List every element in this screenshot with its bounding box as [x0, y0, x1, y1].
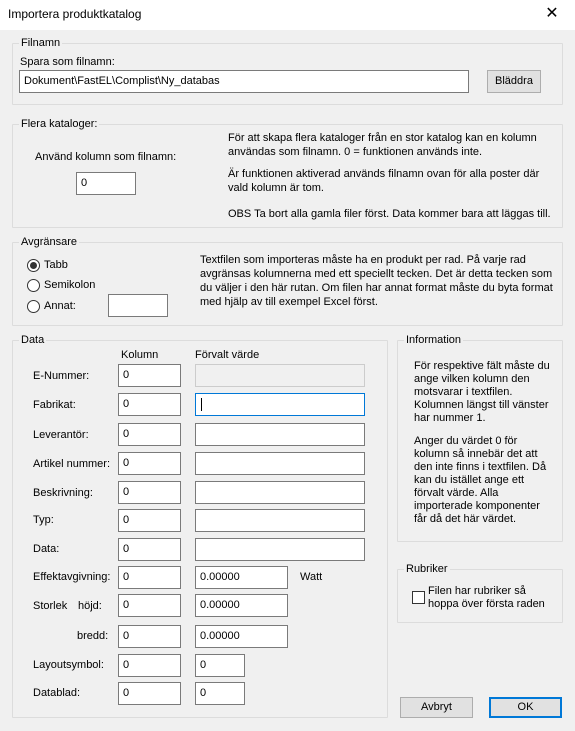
datablad-label: Datablad: — [33, 687, 81, 699]
browse-button[interactable]: Bläddra — [487, 70, 541, 93]
hojd-default-input[interactable]: 0.00000 — [195, 594, 288, 617]
e-nummer-default-input — [195, 364, 365, 387]
storlek-label: Storlek — [33, 600, 68, 612]
hojd-column-input[interactable]: 0 — [118, 594, 181, 617]
beskrivning-label: Beskrivning: — [33, 487, 93, 499]
headers-checkbox-label[interactable]: Filen har rubriker så hoppa över första raden — [428, 585, 545, 610]
radio-annat-label[interactable]: Annat: — [44, 300, 76, 312]
filnamn-group-label: Filnamn — [21, 37, 61, 49]
typ-default-input[interactable] — [195, 509, 365, 532]
effektavgivning-default-input[interactable]: 0.00000 — [195, 566, 288, 589]
text-caret — [201, 398, 202, 411]
headers-checkbox[interactable] — [412, 591, 425, 604]
radio-tabb-label[interactable]: Tabb — [44, 259, 68, 271]
layoutsymbol-label: Layoutsymbol: — [33, 659, 104, 671]
hojd-label: höjd: — [78, 600, 102, 612]
leverantor-label: Leverantör: — [33, 429, 89, 441]
column-header: Kolumn — [121, 349, 159, 361]
radio-semikolon-label[interactable]: Semikolon — [44, 279, 96, 291]
typ-column-input[interactable]: 0 — [118, 509, 181, 532]
flera-kataloger-group-label: Flera kataloger: — [21, 118, 98, 130]
other-separator-input[interactable] — [108, 294, 168, 317]
leverantor-default-input[interactable] — [195, 423, 365, 446]
flera-info-3: OBS Ta bort alla gamla filer först. Data kommer bara att läggas till. — [228, 208, 551, 220]
leverantor-column-input[interactable]: 0 — [118, 423, 181, 446]
datablad-column-input[interactable]: 0 — [118, 682, 181, 705]
effektavgivning-column-input[interactable]: 0 — [118, 566, 181, 589]
window-title: Importera produktkatalog — [8, 7, 142, 21]
rubriker-group-label: Rubriker — [406, 563, 448, 575]
information-text — [414, 360, 554, 534]
bredd-column-input[interactable]: 0 — [118, 625, 181, 648]
e-nummer-label: E-Nummer: — [33, 370, 90, 382]
data-default-input[interactable] — [195, 538, 365, 561]
filename-column-input[interactable]: 0 — [76, 172, 136, 195]
avgransare-group-label: Avgränsare — [21, 236, 78, 248]
radio-annat[interactable] — [27, 300, 40, 313]
artikel-nummer-default-input[interactable] — [195, 452, 365, 475]
effektavgivning-label: Effektavgivning: — [33, 571, 111, 583]
layoutsymbol-default-input[interactable]: 0 — [195, 654, 245, 677]
title-bar — [0, 0, 575, 30]
artikel-nummer-column-input[interactable]: 0 — [118, 452, 181, 475]
ok-button[interactable]: OK — [489, 697, 562, 718]
layoutsymbol-column-input[interactable]: 0 — [118, 654, 181, 677]
bredd-default-input[interactable]: 0.00000 — [195, 625, 288, 648]
save-as-label: Spara som filnamn: — [20, 56, 115, 68]
avgransare-info: Textfilen som importeras måste ha en produkt per rad. På varje rad avgränsas kolumnerna med ett speciellt tecken. Det är detta tecken som du väljer i den här rutan. Om filen har annat format måste du byta format med hjälp av till exempel Excel först. — [200, 254, 553, 308]
watt-unit-label: Watt — [300, 571, 323, 583]
flera-info-2: Är funktionen aktiverad används filnamn ovan för alla poster där vald kolumn är tom. — [228, 168, 540, 194]
information-p1: För respektive fält måste du ange vilken kolumn den motsvarar i textfilen. Kolumnen längst till vänster har nummer 1. — [414, 360, 550, 424]
radio-semikolon[interactable] — [27, 279, 40, 292]
default-value-header: Förvalt värde — [195, 349, 260, 361]
flera-info-1: För att skapa flera kataloger från en stor katalog kan en kolumn användas som filnamn. 0 = funktionen används inte. — [228, 132, 537, 158]
datablad-default-input[interactable]: 0 — [195, 682, 245, 705]
data-label: Data: — [33, 543, 60, 555]
data-group-label: Data — [21, 334, 45, 346]
fabrikat-column-input[interactable]: 0 — [118, 393, 181, 416]
information-group-label: Information — [406, 334, 462, 346]
radio-tabb[interactable] — [27, 259, 40, 272]
filename-input[interactable]: Dokument\FastEL\Complist\Ny_databas — [19, 70, 469, 93]
beskrivning-column-input[interactable]: 0 — [118, 481, 181, 504]
typ-label: Typ: — [33, 514, 54, 526]
information-p2: Anger du värdet 0 för kolumn så innebär det att den inte finns i textfilen. Då kan du istället ange ett förvalt värde. Alla importerade komponenter får då det här värdet. — [414, 435, 547, 525]
flera-info — [228, 131, 558, 229]
artikel-nummer-label: Artikel nummer: — [33, 458, 111, 470]
bredd-label: bredd: — [77, 630, 109, 642]
use-column-label: Använd kolumn som filnamn: — [35, 151, 177, 163]
beskrivning-default-input[interactable] — [195, 481, 365, 504]
fabrikat-default-input[interactable] — [195, 393, 365, 416]
close-icon[interactable]: ✕ — [545, 5, 559, 22]
fabrikat-label: Fabrikat: — [33, 399, 76, 411]
cancel-button[interactable]: Avbryt — [400, 697, 473, 718]
e-nummer-column-input[interactable]: 0 — [118, 364, 181, 387]
data-column-input[interactable]: 0 — [118, 538, 181, 561]
